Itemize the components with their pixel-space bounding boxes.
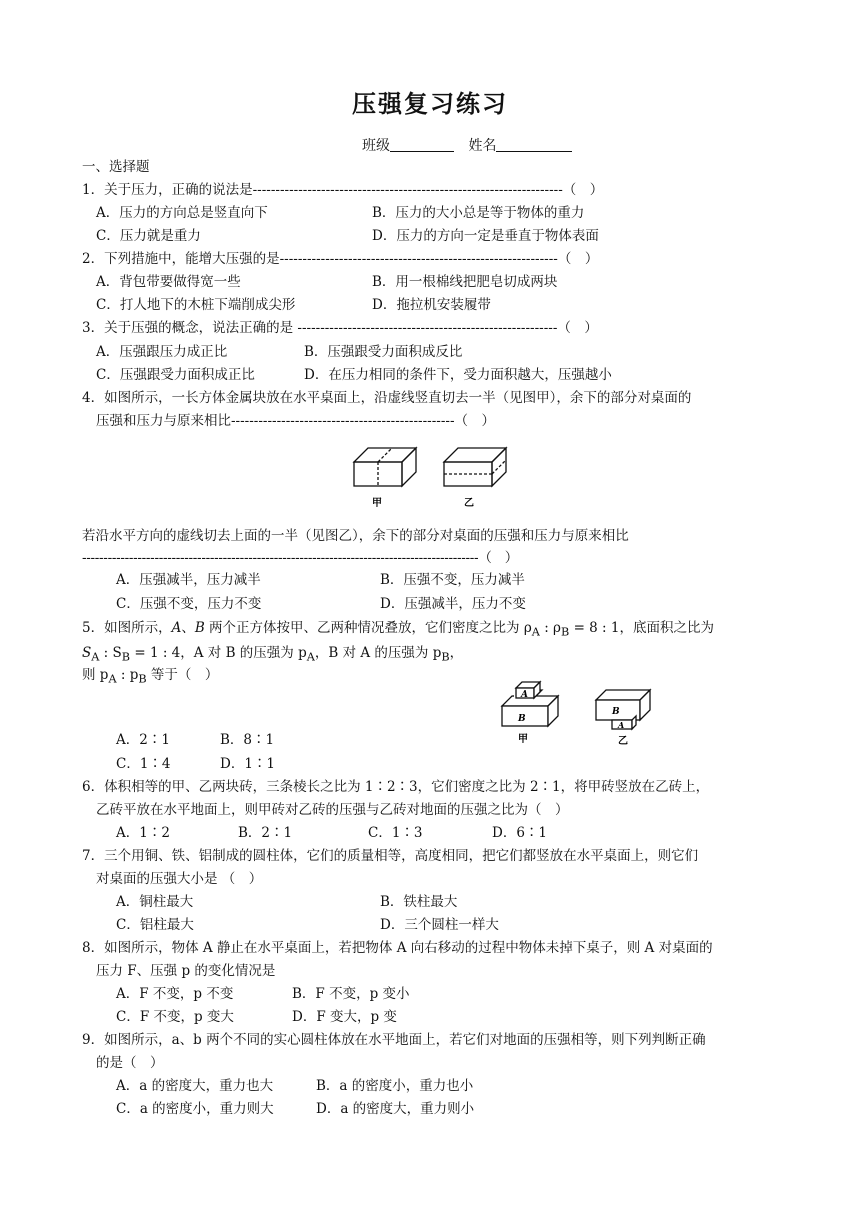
q3-option-a: A．压强跟压力成正比 [96, 344, 228, 360]
q5-density-ratio: = 8 : 1 [569, 620, 620, 636]
q5-sub-b: B [138, 672, 147, 686]
q5-text: : ρ [539, 620, 561, 636]
q5-yi-box-b: B [612, 707, 620, 717]
q9-stem-line2: 的是（ ） [96, 1055, 164, 1071]
q4-block-jia [354, 448, 416, 486]
q9-option-d: D．a 的密度大，重力则小 [316, 1101, 475, 1117]
name-label: 姓名 [468, 138, 497, 154]
q1-stem: 1．关于压力，正确的说法是--------------------------------------------------------------------（ ） [82, 182, 604, 198]
q4-fig-label-yi: 乙 [464, 498, 474, 509]
q1-option-d: D．压力的方向一定是垂直于物体表面 [372, 228, 599, 244]
q4-stem-line3: 若沿水平方向的虚线切去上面的一半（见图乙），余下的部分对桌面的压强和压力与原来相比 [82, 528, 629, 544]
q3-stem: 3．关于压强的概念，说法正确的是 ---------------------------------------------------------（ ） [82, 320, 598, 336]
q8-option-c: C．F 不变，p 变大 [116, 1009, 234, 1025]
q1-option-b: B．压力的大小总是等于物体的重力 [372, 205, 585, 221]
class-blank[interactable] [390, 137, 454, 152]
q5-jia-box-b: B [518, 714, 526, 724]
q4-figure [346, 440, 516, 516]
q5-option-c: C．1∶4 [116, 756, 171, 772]
q5-yi-box-a: A [618, 720, 625, 730]
q5-fig-label-yi: 乙 [618, 736, 628, 747]
q3-option-d: D．在压力相同的条件下，受力面积越大，压强越小 [304, 367, 612, 383]
q5-text: 等于（ ） [146, 667, 219, 683]
q6-stem-line2: 乙砖平放在水平地面上，则甲砖对乙砖的压强与乙砖对地面的压强之比为（ ） [96, 802, 569, 818]
q1-option-a: A．压力的方向总是竖直向下 [96, 205, 268, 221]
q5-sub-a: A [306, 650, 315, 664]
q5-stem-line3 [82, 665, 218, 690]
q5-stack-jia [502, 682, 558, 726]
q4-stem-line1: 4．如图所示，一长方体金属块放在水平桌面上，沿虚线竖直切去一半（见图甲），余下的部分对桌面的 [82, 390, 692, 406]
q2-option-b: B．用一根棉线把肥皂切成两块 [372, 274, 558, 290]
q5-text: : p [116, 667, 139, 683]
q9-option-c: C．a 的密度小，重力则大 [116, 1101, 274, 1117]
q5-text: 则 p [82, 667, 109, 683]
q8-option-a: A．F 不变，p 不变 [116, 986, 234, 1002]
q4-block-yi [444, 448, 506, 486]
q7-stem-line2: 对桌面的压强大小是 （ ） [96, 871, 263, 887]
q6-option-c: C．1∶3 [368, 825, 423, 841]
q5-sub-a: A [531, 625, 540, 639]
q5-sub-b: B [121, 650, 131, 664]
q4-option-d: D．压强减半，压力不变 [380, 596, 526, 612]
q9-option-a: A．a 的密度大，重力也大 [116, 1078, 274, 1094]
q4-option-a: A．压强减半，压力减半 [116, 572, 261, 588]
q2-option-c: C．打人地下的木桩下端削成尖形 [96, 297, 296, 313]
q5-var-b: B [194, 620, 205, 636]
q5-option-a: A．2∶1 [116, 732, 170, 748]
q5-text: : S [99, 645, 122, 661]
q8-stem-line2: 压力 F、压强 p 的变化情况是 [96, 963, 276, 979]
q5-sub-b: B [441, 650, 450, 664]
q5-text: ，A 对 B 的压强为 p [180, 645, 307, 661]
q1-option-c: C．压力就是重力 [96, 228, 201, 244]
q5-sub-b: B [561, 625, 570, 639]
q5-area-ratio: = 1 : 4 [130, 645, 181, 661]
q5-stem-line1 [82, 618, 714, 643]
class-label: 班级 [362, 138, 390, 154]
q5-sub-a: A [91, 650, 100, 664]
q5-option-d: D．1∶1 [220, 756, 276, 772]
q5-jia-box-a: A [521, 690, 528, 700]
q5-text: ，底面积之比为 [619, 620, 714, 636]
q4-stem-line2: 压强和压力与原来相比-------------------------------------------------（ ） [96, 413, 496, 429]
q5-var-s: S [82, 645, 92, 661]
q6-option-a: A．1∶2 [116, 825, 170, 841]
q8-option-b: B．F 不变，p 变小 [292, 986, 410, 1002]
q4-option-b: B．压强不变，压力减半 [380, 572, 525, 588]
q7-option-b: B．铁柱最大 [380, 894, 458, 910]
q4-stem-line4: ---------------------------------------------------------------------------------------------（ ） [82, 550, 518, 566]
q4-fig-label-jia: 甲 [372, 498, 382, 509]
q4-option-c: C．压强不变，压力不变 [116, 596, 262, 612]
class-name-line [362, 135, 572, 155]
q5-fig-label-jia: 甲 [518, 734, 528, 745]
q5-text: 两个正方体按甲、乙两种情况叠放，它们密度之比为 ρ [204, 620, 532, 636]
q5-sub-a: A [108, 672, 117, 686]
q8-stem-line1: 8．如图所示，物体 A 静止在水平桌面上，若把物体 A 向右移动的过程中物体未掉下桌子，则 A 对桌面的 [82, 940, 713, 956]
q3-option-c: C．压强跟受力面积成正比 [96, 367, 255, 383]
name-blank[interactable] [496, 137, 572, 152]
q6-option-b: B．2∶1 [238, 825, 293, 841]
q9-option-b: B．a 的密度小，重力也小 [316, 1078, 474, 1094]
q5-text: 5．如图所示， [82, 620, 172, 636]
q2-stem: 2．下列措施中，能增大压强的是-------------------------------------------------------------（ ） [82, 251, 599, 267]
q5-figure [494, 680, 670, 750]
q5-option-b: B．8∶1 [220, 732, 275, 748]
q5-text: ， [449, 645, 464, 661]
q5-stem-line2 [82, 643, 463, 668]
q7-stem-line1: 7．三个用铜、铁、铝制成的圆柱体，它们的质量相等，高度相同，把它们都竖放在水平桌面上，则它们 [82, 848, 699, 864]
q6-option-d: D．6∶1 [492, 825, 548, 841]
q7-option-d: D．三个圆柱一样大 [380, 917, 499, 933]
q5-text: 、 [181, 620, 195, 636]
q6-stem-line1: 6．体积相等的甲、乙两块砖，三条棱长之比为 1∶2∶3，它们密度之比为 2∶1，将甲砖竖放在乙砖上， [82, 779, 710, 795]
q8-option-d: D．F 变大，p 变 [292, 1009, 397, 1025]
section-heading: 一、选择题 [82, 159, 150, 175]
q5-var-a: A [171, 620, 182, 636]
page-title: 压强复习练习 [352, 90, 508, 118]
q5-text: ，B 对 A 的压强为 p [314, 645, 442, 661]
q7-option-c: C．铝柱最大 [116, 917, 194, 933]
q2-option-d: D．拖拉机安装履带 [372, 297, 491, 313]
q3-option-b: B．压强跟受力面积成反比 [304, 344, 463, 360]
q2-option-a: A．背包带要做得宽一些 [96, 274, 241, 290]
q9-stem-line1: 9．如图所示，a、b 两个不同的实心圆柱体放在水平地面上，若它们对地面的压强相等，则下列判断正确 [82, 1032, 706, 1048]
q7-option-a: A．铜柱最大 [116, 894, 194, 910]
